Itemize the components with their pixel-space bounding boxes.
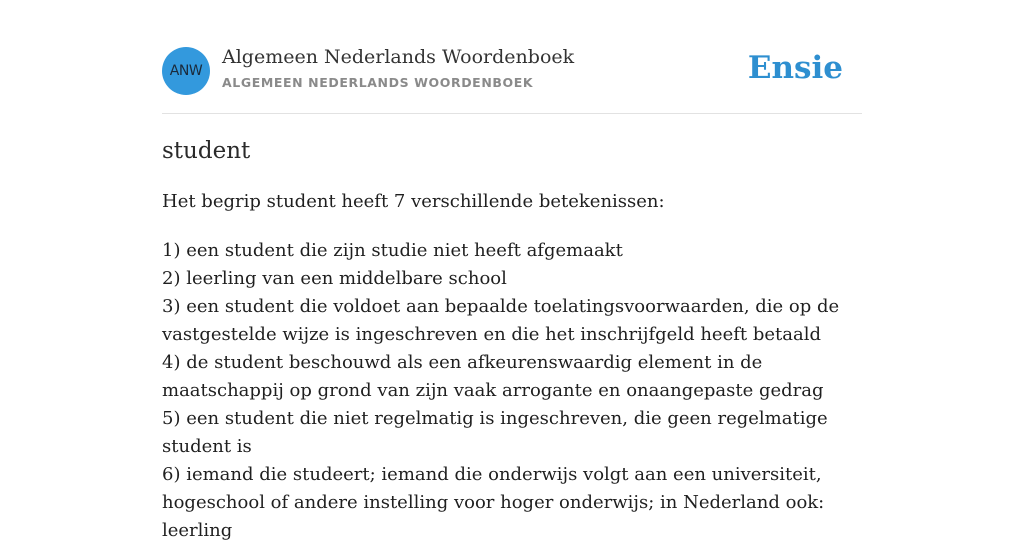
dictionary-title[interactable]: Algemeen Nederlands Woordenboek xyxy=(222,46,575,68)
dictionary-subtitle: ALGEMEEN NEDERLANDS WOORDENBOEK xyxy=(222,75,534,90)
meaning-item: 6) iemand die studeert; iemand die onderwijs volgt aan een universiteit, hogeschool of andere instelling voor hoger onderwijs; in Nederland ook: leerling xyxy=(162,464,825,541)
header xyxy=(162,0,862,114)
ensie-logo[interactable]: Ensie xyxy=(747,50,843,86)
meaning-item: 5) een student die niet regelmatig is ingeschreven, die geen regelmatige student is xyxy=(162,408,828,457)
meanings-list xyxy=(162,237,862,545)
anw-logo[interactable] xyxy=(162,47,210,95)
meaning-item: 2) leerling van een middelbare school xyxy=(162,268,507,289)
meaning-item: 1) een student die zijn studie niet heeft afgemaakt xyxy=(162,240,623,261)
entry-word: student xyxy=(162,138,251,164)
logo-text: ANW xyxy=(169,63,203,79)
page xyxy=(162,0,862,541)
meaning-item: 4) de student beschouwd als een afkeurenswaardig element in de maatschappij op grond van zijn vaak arrogante en onaangepaste gedrag xyxy=(162,352,824,401)
entry-intro: Het begrip student heeft 7 verschillende betekenissen: xyxy=(162,191,665,212)
meaning-item: 3) een student die voldoet aan bepaalde toelatingsvoorwaarden, die op de vastgestelde wijze is ingeschreven en die het inschrijfgeld heeft betaald xyxy=(162,296,840,345)
